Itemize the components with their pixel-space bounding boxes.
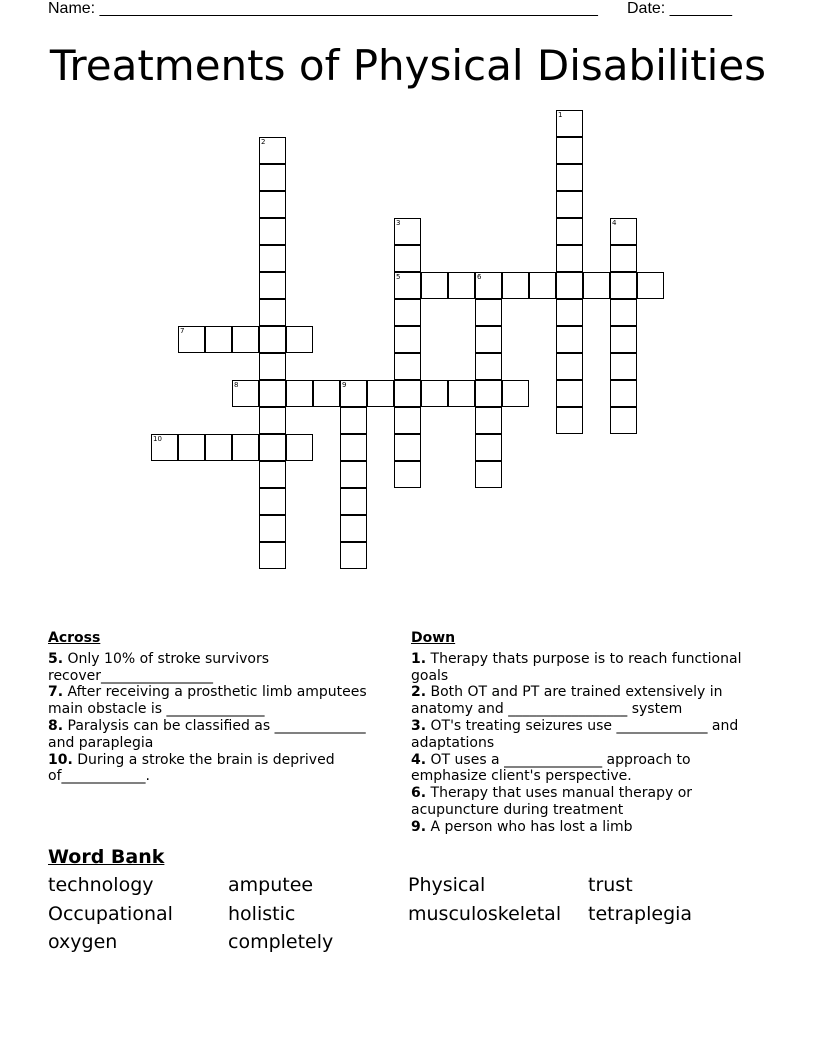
clue-number: 3.	[411, 717, 427, 734]
crossword-cell[interactable]	[340, 407, 367, 434]
crossword-cell[interactable]	[394, 353, 421, 380]
down-clue	[411, 718, 756, 752]
clue-text: OT uses a ______________ approach to emphasize client's perspective.	[411, 751, 691, 785]
crossword-cell[interactable]	[394, 299, 421, 326]
cell-number: 4	[612, 219, 617, 227]
crossword-cell[interactable]	[340, 515, 367, 542]
word-bank-title: Word Bank	[48, 846, 165, 868]
clue-text: Therapy that uses manual therapy or acupuncture during treatment	[411, 785, 693, 818]
crossword-cell[interactable]	[367, 380, 394, 407]
cell-number: 5	[396, 273, 401, 281]
word-bank-item: Physical	[408, 874, 486, 896]
crossword-cell[interactable]	[556, 407, 583, 434]
clue-text: Therapy thats purpose is to reach functional goals	[411, 650, 742, 684]
crossword-cell[interactable]	[340, 542, 367, 569]
word-bank-item: trust	[588, 874, 633, 896]
across-clues	[48, 630, 393, 785]
crossword-cell[interactable]	[475, 434, 502, 461]
down-clue	[411, 785, 756, 819]
cell-number: 7	[180, 327, 185, 335]
crossword-cell[interactable]	[583, 272, 610, 299]
clue-text: Paralysis can be classified as _____________ and paraplegia	[48, 717, 366, 751]
crossword-cell[interactable]	[259, 272, 286, 299]
crossword-cell[interactable]	[610, 380, 637, 407]
down-clue	[411, 684, 756, 718]
cell-number: 3	[396, 219, 401, 227]
crossword-cell[interactable]	[475, 461, 502, 488]
crossword-cell[interactable]	[448, 272, 475, 299]
clue-text: During a stroke the brain is deprived of____________.	[48, 751, 335, 785]
crossword-cell[interactable]	[259, 407, 286, 434]
crossword-cell[interactable]	[502, 380, 529, 407]
crossword-cell[interactable]	[475, 299, 502, 326]
cell-number: 9	[342, 381, 347, 389]
crossword-cell[interactable]	[556, 218, 583, 245]
clue-number: 1.	[411, 650, 427, 667]
crossword-cell[interactable]	[637, 272, 664, 299]
crossword-cell[interactable]	[259, 434, 286, 461]
clue-number: 2.	[411, 684, 427, 701]
crossword-cell[interactable]	[259, 488, 286, 515]
clue-text: After receiving a prosthetic limb amputees main obstacle is ______________	[48, 684, 367, 718]
cell-number: 10	[153, 435, 162, 443]
crossword-cell[interactable]	[556, 245, 583, 272]
across-clue	[48, 718, 393, 752]
crossword-cell[interactable]	[286, 326, 313, 353]
date-field: Date: _______	[627, 0, 732, 17]
crossword-cell[interactable]	[259, 353, 286, 380]
crossword-cell[interactable]	[232, 434, 259, 461]
crossword-cell[interactable]	[610, 272, 637, 299]
crossword-cell[interactable]	[259, 380, 286, 407]
crossword-cell[interactable]	[394, 326, 421, 353]
clue-number: 4.	[411, 751, 427, 768]
crossword-cell[interactable]	[340, 461, 367, 488]
crossword-cell[interactable]	[205, 434, 232, 461]
name-field: Name: ________________________________________________________	[48, 0, 598, 17]
clue-number: 9.	[411, 818, 427, 835]
down-clue	[411, 752, 756, 786]
crossword-cell[interactable]	[259, 299, 286, 326]
across-heading: Across	[48, 630, 101, 646]
crossword-cell[interactable]	[259, 542, 286, 569]
down-clues	[411, 630, 756, 836]
crossword-cell[interactable]	[313, 380, 340, 407]
crossword-cell[interactable]	[529, 272, 556, 299]
crossword-cell[interactable]	[475, 353, 502, 380]
cell-number: 1	[558, 111, 563, 119]
crossword-cell[interactable]	[556, 353, 583, 380]
crossword-cell[interactable]	[475, 407, 502, 434]
word-bank-item: holistic	[228, 903, 296, 925]
crossword-cell[interactable]	[556, 326, 583, 353]
crossword-cell[interactable]	[259, 218, 286, 245]
clue-text: Only 10% of stroke survivors recover________________	[48, 650, 270, 684]
word-bank-item: completely	[228, 931, 334, 953]
cell-number: 6	[477, 273, 482, 281]
down-clue	[411, 819, 756, 836]
crossword-cell[interactable]	[232, 326, 259, 353]
clue-number: 8.	[48, 717, 64, 734]
crossword-cell[interactable]	[421, 272, 448, 299]
clue-text: OT's treating seizures use _____________ and adaptations	[411, 717, 739, 751]
crossword-cell[interactable]	[394, 407, 421, 434]
crossword-cell[interactable]	[475, 326, 502, 353]
crossword-cell[interactable]	[259, 515, 286, 542]
crossword-cell[interactable]	[502, 272, 529, 299]
crossword-cell[interactable]	[178, 434, 205, 461]
crossword-cell[interactable]	[340, 488, 367, 515]
crossword-cell[interactable]	[610, 326, 637, 353]
down-clue	[411, 651, 756, 685]
crossword-cell[interactable]	[259, 191, 286, 218]
across-clue	[48, 651, 393, 685]
crossword-cell[interactable]	[394, 434, 421, 461]
crossword-cell[interactable]	[475, 380, 502, 407]
crossword-cell[interactable]	[610, 299, 637, 326]
word-bank-item: musculoskeletal	[408, 903, 562, 925]
down-heading: Down	[411, 630, 456, 646]
clue-text: A person who has lost a limb	[426, 818, 633, 835]
cell-number: 2	[261, 138, 266, 146]
crossword-cell[interactable]	[556, 299, 583, 326]
word-bank-item: oxygen	[48, 931, 118, 953]
crossword-cell[interactable]	[556, 137, 583, 164]
crossword-cell[interactable]	[556, 191, 583, 218]
crossword-cell[interactable]	[259, 164, 286, 191]
across-clue	[48, 752, 393, 786]
page-title: Treatments of Physical Disabilities	[49, 41, 767, 90]
cell-number: 8	[234, 381, 239, 389]
clue-number: 6.	[411, 785, 427, 802]
clue-number: 10.	[48, 751, 73, 768]
crossword-cell[interactable]	[610, 245, 637, 272]
word-bank-item: Occupational	[48, 903, 173, 925]
crossword-cell[interactable]	[556, 272, 583, 299]
crossword-cell[interactable]	[448, 380, 475, 407]
crossword-cell[interactable]	[286, 380, 313, 407]
crossword-cell[interactable]	[610, 353, 637, 380]
crossword-cell[interactable]	[259, 326, 286, 353]
crossword-cell[interactable]	[394, 380, 421, 407]
crossword-cell[interactable]	[205, 326, 232, 353]
crossword-cell[interactable]	[259, 461, 286, 488]
crossword-cell[interactable]	[556, 164, 583, 191]
word-bank-item: technology	[48, 874, 154, 896]
crossword-cell[interactable]	[556, 380, 583, 407]
across-clue	[48, 684, 393, 718]
crossword-cell[interactable]	[340, 434, 367, 461]
crossword-cell[interactable]	[394, 245, 421, 272]
clue-text: Both OT and PT are trained extensively in anatomy and _________________ system	[411, 684, 723, 718]
clue-number: 7.	[48, 684, 64, 701]
crossword-cell[interactable]	[259, 245, 286, 272]
clue-number: 5.	[48, 650, 64, 667]
word-bank-item: amputee	[228, 874, 314, 896]
word-bank-item: tetraplegia	[588, 903, 693, 925]
crossword-cell[interactable]	[421, 380, 448, 407]
crossword-cell[interactable]	[286, 434, 313, 461]
crossword-cell[interactable]	[394, 461, 421, 488]
crossword-cell[interactable]	[610, 407, 637, 434]
